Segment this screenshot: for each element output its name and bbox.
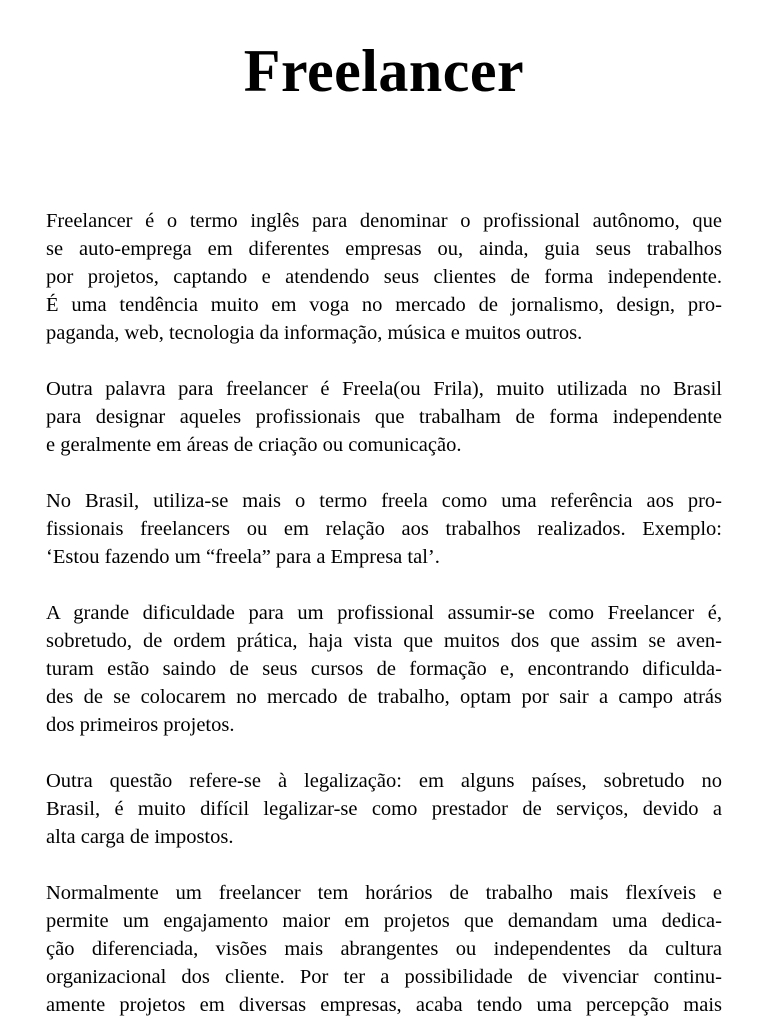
text-line: paganda, web, tecnologia da informação, música e muitos outros.	[46, 322, 583, 344]
text-line: Brasil, é muito difícil legalizar-se como prestador de serviços, devido a	[46, 798, 722, 820]
paragraph-4	[46, 599, 722, 739]
text-line: dos primeiros projetos.	[46, 714, 235, 736]
paragraph-1	[46, 207, 722, 347]
text-line: turam estão saindo de seus cursos de formação e, encontrando dificulda-	[46, 658, 722, 680]
text-line: por projetos, captando e atendendo seus clientes de forma independente.	[46, 266, 722, 288]
text-line: para designar aqueles profissionais que trabalham de forma independente	[46, 406, 722, 428]
text-line: ção diferenciada, visões mais abrangentes ou independentes da cultura	[46, 938, 722, 960]
text-line: Freelancer é o termo inglês para denominar o profissional autônomo, que	[46, 210, 722, 232]
text-line: alta carga de impostos.	[46, 826, 234, 848]
document-body	[46, 207, 722, 1024]
text-line: No Brasil, utiliza-se mais o termo freela como uma referência aos pro-	[46, 490, 722, 512]
paragraph-5	[46, 767, 722, 851]
text-line: É uma tendência muito em voga no mercado de jornalismo, design, pro-	[46, 294, 722, 316]
text-line: amente projetos em diversas empresas, acaba tendo uma percepção mais	[46, 994, 722, 1016]
text-line: Outra palavra para freelancer é Freela(ou Frila), muito utilizada no Brasil	[46, 378, 722, 400]
text-line: Outra questão refere-se à legalização: em alguns países, sobretudo no	[46, 770, 722, 792]
page-title: Freelancer	[243, 38, 525, 104]
text-line: Normalmente um freelancer tem horários de trabalho mais flexíveis e	[46, 882, 722, 904]
text-line: permite um engajamento maior em projetos que demandam uma dedica-	[46, 910, 722, 932]
paragraph-3	[46, 487, 722, 571]
text-line: organizacional dos cliente. Por ter a possibilidade de vivenciar continu-	[46, 966, 722, 988]
text-line: fissionais freelancers ou em relação aos trabalhos realizados. Exemplo:	[46, 518, 722, 540]
paragraph-2	[46, 375, 722, 459]
text-line: des de se colocarem no mercado de trabalho, optam por sair a campo atrás	[46, 686, 722, 708]
text-line: sobretudo, de ordem prática, haja vista que muitos dos que assim se aven-	[46, 630, 722, 652]
text-line: A grande dificuldade para um profissional assumir-se como Freelancer é,	[46, 602, 722, 624]
text-line: se auto-emprega em diferentes empresas ou, ainda, guia seus trabalhos	[46, 238, 722, 260]
paragraph-6	[46, 879, 722, 1019]
text-line: e geralmente em áreas de criação ou comunicação.	[46, 434, 462, 456]
text-line: ‘Estou fazendo um “freela” para a Empresa tal’.	[46, 546, 440, 568]
